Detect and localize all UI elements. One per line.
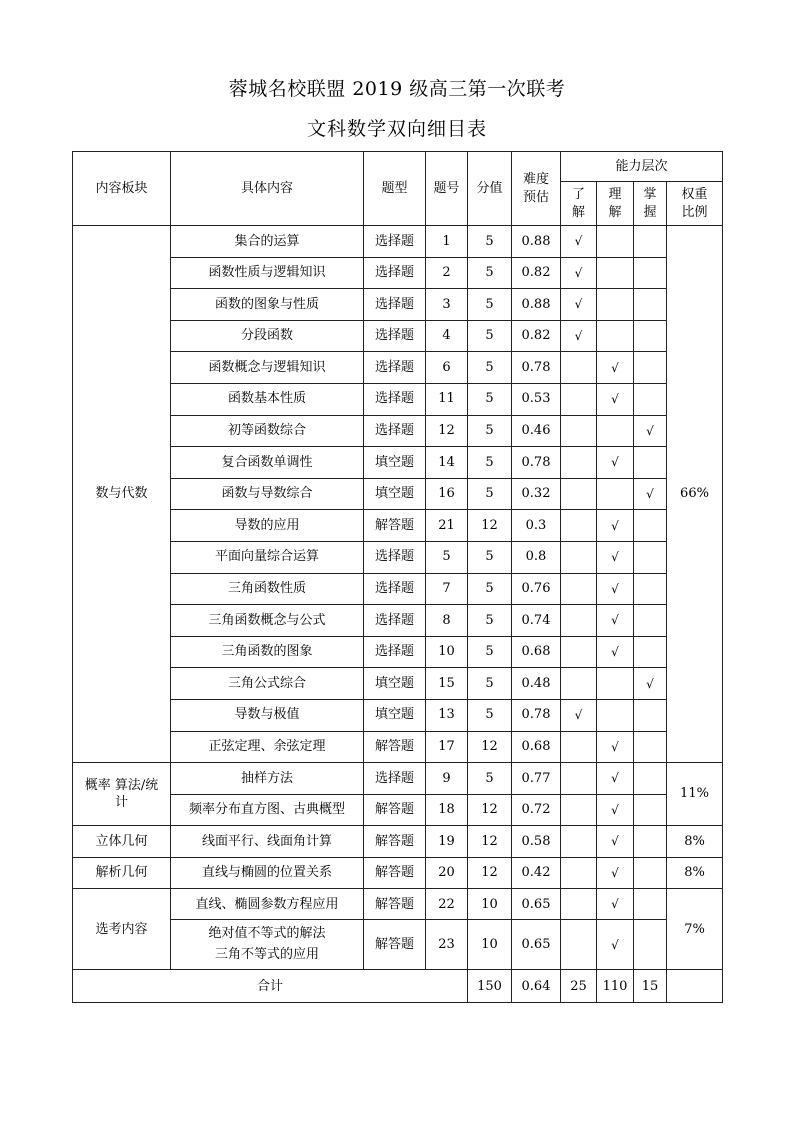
table-row — [73, 826, 723, 858]
content-cell: 平面向量综合运算 — [171, 541, 364, 573]
comprehend-cell — [597, 478, 634, 510]
num-cell: 23 — [426, 920, 468, 970]
type-cell: 选择题 — [364, 573, 426, 605]
table-row — [73, 889, 723, 920]
content-cell: 分段函数 — [171, 320, 364, 352]
difficulty-cell: 0.74 — [512, 605, 561, 637]
total-comprehend: 110 — [597, 970, 634, 1003]
comprehend-cell — [597, 289, 634, 321]
comprehend-cell: √ — [597, 731, 634, 763]
type-cell: 解答题 — [364, 857, 426, 889]
difficulty-cell: 0.78 — [512, 699, 561, 731]
type-cell: 选择题 — [364, 541, 426, 573]
comprehend-cell: √ — [597, 573, 634, 605]
num-cell: 8 — [426, 605, 468, 637]
header-master: 掌握 — [634, 182, 667, 226]
understand-cell — [561, 573, 597, 605]
understand-cell — [561, 447, 597, 479]
score-cell: 5 — [468, 415, 512, 447]
num-cell: 19 — [426, 826, 468, 858]
difficulty-cell: 0.58 — [512, 826, 561, 858]
understand-cell — [561, 415, 597, 447]
content-cell: 抽样方法 — [171, 763, 364, 795]
score-cell: 5 — [468, 257, 512, 289]
table-row — [73, 763, 723, 795]
type-cell: 选择题 — [364, 257, 426, 289]
difficulty-cell: 0.65 — [512, 920, 561, 970]
header-type: 题型 — [364, 152, 426, 226]
content-cell: 频率分布直方图、古典概型 — [171, 794, 364, 826]
page-subtitle: 文科数学双向细目表 — [306, 118, 487, 140]
score-cell: 12 — [468, 794, 512, 826]
num-cell: 14 — [426, 447, 468, 479]
score-cell: 5 — [468, 447, 512, 479]
type-cell: 解答题 — [364, 794, 426, 826]
type-cell: 选择题 — [364, 289, 426, 321]
type-cell: 填空题 — [364, 447, 426, 479]
header-score: 分值 — [468, 152, 512, 226]
score-cell: 10 — [468, 920, 512, 970]
difficulty-cell: 0.8 — [512, 541, 561, 573]
master-cell — [634, 731, 667, 763]
table-row — [73, 541, 723, 573]
difficulty-cell: 0.42 — [512, 857, 561, 889]
weight-cell: 11% — [667, 763, 723, 826]
master-cell: √ — [634, 415, 667, 447]
table-row — [73, 352, 723, 384]
score-cell: 5 — [468, 605, 512, 637]
score-cell: 5 — [468, 636, 512, 668]
num-cell: 2 — [426, 257, 468, 289]
table-row — [73, 636, 723, 668]
difficulty-cell: 0.32 — [512, 478, 561, 510]
num-cell: 20 — [426, 857, 468, 889]
difficulty-cell: 0.53 — [512, 383, 561, 415]
understand-cell — [561, 510, 597, 542]
content-cell: 导数的应用 — [171, 510, 364, 542]
table-row — [73, 605, 723, 637]
master-cell — [634, 826, 667, 858]
understand-cell — [561, 541, 597, 573]
understand-cell — [561, 383, 597, 415]
content-cell: 三角公式综合 — [171, 668, 364, 700]
total-score: 150 — [468, 970, 512, 1003]
difficulty-cell: 0.78 — [512, 352, 561, 384]
difficulty-cell: 0.82 — [512, 320, 561, 352]
type-cell: 选择题 — [364, 320, 426, 352]
block-name: 解析几何 — [73, 857, 171, 889]
score-cell: 5 — [468, 573, 512, 605]
score-cell: 5 — [468, 226, 512, 258]
score-cell: 10 — [468, 889, 512, 920]
master-cell — [634, 573, 667, 605]
content-cell: 函数性质与逻辑知识 — [171, 257, 364, 289]
block-name: 概率 算法/统计 — [73, 763, 171, 826]
master-cell: √ — [634, 668, 667, 700]
table-row — [73, 510, 723, 542]
type-cell: 选择题 — [364, 226, 426, 258]
master-cell — [634, 289, 667, 321]
content-cell: 函数概念与逻辑知识 — [171, 352, 364, 384]
score-cell: 5 — [468, 668, 512, 700]
num-cell: 1 — [426, 226, 468, 258]
understand-cell — [561, 794, 597, 826]
master-cell — [634, 794, 667, 826]
difficulty-cell: 0.77 — [512, 763, 561, 795]
total-difficulty: 0.64 — [512, 970, 561, 1003]
master-cell — [634, 447, 667, 479]
num-cell: 21 — [426, 510, 468, 542]
type-cell: 选择题 — [364, 415, 426, 447]
master-cell — [634, 257, 667, 289]
score-cell: 5 — [468, 699, 512, 731]
understand-cell — [561, 352, 597, 384]
num-cell: 10 — [426, 636, 468, 668]
score-cell: 5 — [468, 541, 512, 573]
understand-cell — [561, 763, 597, 795]
master-cell — [634, 383, 667, 415]
num-cell: 18 — [426, 794, 468, 826]
table-row — [73, 383, 723, 415]
master-cell — [634, 226, 667, 258]
num-cell: 7 — [426, 573, 468, 605]
content-cell: 集合的运算 — [171, 226, 364, 258]
content-cell: 正弦定理、余弦定理 — [171, 731, 364, 763]
understand-cell — [561, 920, 597, 970]
header-num: 题号 — [426, 152, 468, 226]
weight-cell: 8% — [667, 857, 723, 889]
type-cell: 选择题 — [364, 383, 426, 415]
num-cell: 6 — [426, 352, 468, 384]
page-title: 蓉城名校联盟 2019 级高三第一次联考 — [228, 78, 566, 100]
content-cell: 函数与导数综合 — [171, 478, 364, 510]
num-cell: 9 — [426, 763, 468, 795]
comprehend-cell: √ — [597, 794, 634, 826]
header-ability: 能力层次 — [561, 152, 723, 182]
score-cell: 12 — [468, 857, 512, 889]
comprehend-cell — [597, 699, 634, 731]
total-understand: 25 — [561, 970, 597, 1003]
content-cell: 函数的图象与性质 — [171, 289, 364, 321]
understand-cell — [561, 889, 597, 920]
num-cell: 4 — [426, 320, 468, 352]
type-cell: 选择题 — [364, 352, 426, 384]
difficulty-cell: 0.46 — [512, 415, 561, 447]
comprehend-cell — [597, 320, 634, 352]
table-row — [73, 320, 723, 352]
comprehend-cell: √ — [597, 636, 634, 668]
block-name: 选考内容 — [73, 889, 171, 970]
num-cell: 3 — [426, 289, 468, 321]
table-row — [73, 794, 723, 826]
total-master: 15 — [634, 970, 667, 1003]
table-row — [73, 699, 723, 731]
comprehend-cell — [597, 415, 634, 447]
master-cell — [634, 636, 667, 668]
content-cell — [171, 920, 364, 970]
header-difficulty: 难度预估 — [512, 152, 561, 226]
master-cell — [634, 920, 667, 970]
table-row — [73, 447, 723, 479]
weight-cell: 66% — [667, 226, 723, 763]
comprehend-cell — [597, 257, 634, 289]
master-cell: √ — [634, 478, 667, 510]
master-cell — [634, 541, 667, 573]
score-cell: 5 — [468, 763, 512, 795]
num-cell: 22 — [426, 889, 468, 920]
difficulty-cell: 0.88 — [512, 289, 561, 321]
understand-cell: √ — [561, 320, 597, 352]
difficulty-cell: 0.48 — [512, 668, 561, 700]
header-weight: 权重比例 — [667, 182, 723, 226]
block-name: 数与代数 — [73, 226, 171, 763]
score-cell: 5 — [468, 352, 512, 384]
difficulty-cell: 0.65 — [512, 889, 561, 920]
content-cell: 导数与极值 — [171, 699, 364, 731]
type-cell: 选择题 — [364, 605, 426, 637]
weight-cell: 7% — [667, 889, 723, 970]
difficulty-cell: 0.3 — [512, 510, 561, 542]
understand-cell: √ — [561, 226, 597, 258]
table-row — [73, 573, 723, 605]
master-cell — [634, 352, 667, 384]
block-name: 立体几何 — [73, 826, 171, 858]
table-row — [73, 289, 723, 321]
master-cell — [634, 889, 667, 920]
type-cell: 解答题 — [364, 731, 426, 763]
score-cell: 12 — [468, 510, 512, 542]
difficulty-cell: 0.88 — [512, 226, 561, 258]
header-comprehend: 理解 — [597, 182, 634, 226]
num-cell: 11 — [426, 383, 468, 415]
comprehend-cell — [597, 668, 634, 700]
header-row — [73, 152, 723, 182]
table-row — [73, 920, 723, 970]
understand-cell — [561, 478, 597, 510]
comprehend-cell: √ — [597, 857, 634, 889]
total-weight — [667, 970, 723, 1003]
understand-cell — [561, 668, 597, 700]
num-cell: 16 — [426, 478, 468, 510]
content-cell: 三角函数性质 — [171, 573, 364, 605]
difficulty-cell: 0.82 — [512, 257, 561, 289]
comprehend-cell: √ — [597, 763, 634, 795]
master-cell — [634, 510, 667, 542]
type-cell: 解答题 — [364, 826, 426, 858]
score-cell: 5 — [468, 289, 512, 321]
total-label: 合计 — [73, 970, 468, 1003]
type-cell: 填空题 — [364, 668, 426, 700]
type-cell: 解答题 — [364, 510, 426, 542]
table-row — [73, 857, 723, 889]
table-row — [73, 478, 723, 510]
comprehend-cell: √ — [597, 383, 634, 415]
understand-cell — [561, 731, 597, 763]
understand-cell — [561, 636, 597, 668]
score-cell: 5 — [468, 320, 512, 352]
content-cell: 直线与椭圆的位置关系 — [171, 857, 364, 889]
content-cell: 三角函数概念与公式 — [171, 605, 364, 637]
difficulty-cell: 0.78 — [512, 447, 561, 479]
comprehend-cell: √ — [597, 510, 634, 542]
comprehend-cell: √ — [597, 826, 634, 858]
type-cell: 选择题 — [364, 636, 426, 668]
difficulty-cell: 0.68 — [512, 731, 561, 763]
content-cell: 初等函数综合 — [171, 415, 364, 447]
comprehend-cell: √ — [597, 920, 634, 970]
comprehend-cell: √ — [597, 889, 634, 920]
understand-cell — [561, 826, 597, 858]
understand-cell — [561, 605, 597, 637]
understand-cell: √ — [561, 289, 597, 321]
detail-table — [72, 151, 723, 1003]
master-cell — [634, 699, 667, 731]
comprehend-cell: √ — [597, 447, 634, 479]
content-cell: 函数基本性质 — [171, 383, 364, 415]
type-cell: 选择题 — [364, 763, 426, 795]
num-cell: 15 — [426, 668, 468, 700]
header-content: 具体内容 — [171, 152, 364, 226]
content-line: 三角不等式的应用 — [214, 946, 319, 962]
score-cell: 5 — [468, 478, 512, 510]
header-understand: 了解 — [561, 182, 597, 226]
table-row — [73, 415, 723, 447]
header-block: 内容板块 — [73, 152, 171, 226]
score-cell: 12 — [468, 826, 512, 858]
type-cell: 填空题 — [364, 699, 426, 731]
comprehend-cell: √ — [597, 605, 634, 637]
content-line: 绝对值不等式的解法 — [208, 926, 326, 942]
understand-cell — [561, 857, 597, 889]
table-row — [73, 226, 723, 258]
table-row — [73, 731, 723, 763]
understand-cell: √ — [561, 699, 597, 731]
content-cell: 复合函数单调性 — [171, 447, 364, 479]
score-cell: 5 — [468, 383, 512, 415]
num-cell: 5 — [426, 541, 468, 573]
master-cell — [634, 605, 667, 637]
table-row — [73, 668, 723, 700]
understand-cell: √ — [561, 257, 597, 289]
comprehend-cell: √ — [597, 352, 634, 384]
total-row — [73, 970, 723, 1003]
type-cell: 解答题 — [364, 889, 426, 920]
difficulty-cell: 0.72 — [512, 794, 561, 826]
score-cell: 12 — [468, 731, 512, 763]
master-cell — [634, 857, 667, 889]
type-cell: 解答题 — [364, 920, 426, 970]
num-cell: 12 — [426, 415, 468, 447]
master-cell — [634, 320, 667, 352]
content-cell: 直线、椭圆参数方程应用 — [171, 889, 364, 920]
comprehend-cell — [597, 226, 634, 258]
num-cell: 17 — [426, 731, 468, 763]
difficulty-cell: 0.68 — [512, 636, 561, 668]
weight-cell: 8% — [667, 826, 723, 858]
comprehend-cell: √ — [597, 541, 634, 573]
master-cell — [634, 763, 667, 795]
content-cell: 三角函数的图象 — [171, 636, 364, 668]
difficulty-cell: 0.76 — [512, 573, 561, 605]
content-cell: 线面平行、线面角计算 — [171, 826, 364, 858]
type-cell: 填空题 — [364, 478, 426, 510]
table-row — [73, 257, 723, 289]
num-cell: 13 — [426, 699, 468, 731]
